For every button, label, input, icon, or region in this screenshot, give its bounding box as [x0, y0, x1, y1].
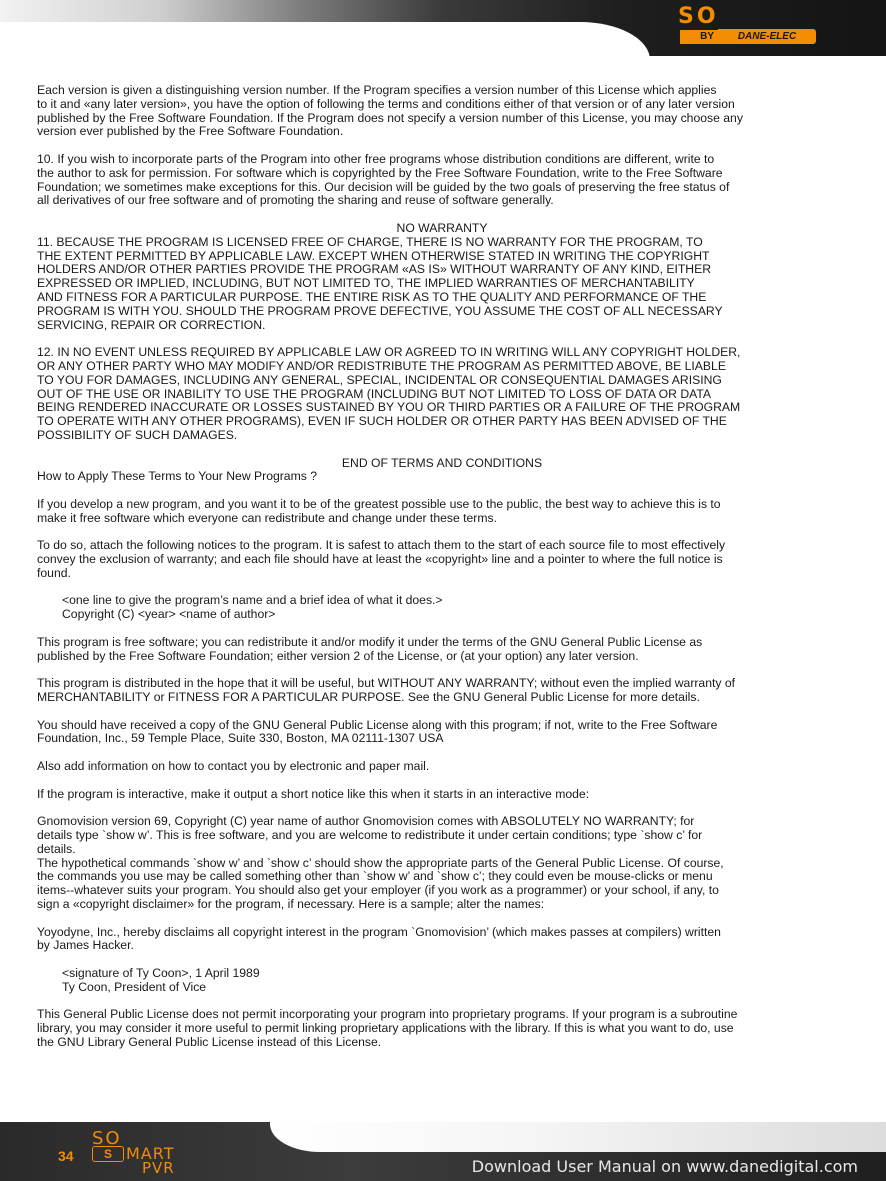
download-manual-link[interactable]: Download User Manual on www.danedigital.com — [471, 1157, 858, 1176]
paragraph-attach: To do so, attach the following notices to the program. It is safest to attach them to the start of each source file to most effectively convey the exclusion of warranty; and each file should have at least the «copyright» line and a pointer to where the full notice is found. — [37, 538, 726, 580]
paragraph-general-public: This General Public License does not permit incorporating your program into proprietary programs. If your program is a subroutine library, you may consider it more useful to permit linking proprietary applications with the library. If this is what you want to do, use the GNU Library General Public License instead of this License. — [37, 1007, 738, 1049]
footer-logo-so: SO — [92, 1128, 122, 1149]
paragraph-distributed: This program is distributed in the hope that it will be useful, but WITHOUT ANY WARRANTY; without even the implied warranty of MERCHANTABILITY or FITNESS FOR A PARTICULAR PURPOSE. See the GNU General Public License for more details. — [37, 676, 736, 705]
paragraph-10: 10. If you wish to incorporate parts of the Program into other free programs whose distribution conditions are different, write to the author to ask for permission. For software which is copyrighted by the Free Software Foundation, write to the Free Software Foundation; we sometimes make exceptions for this. Our decision will be guided by the two goals of preserving the free status of all derivatives of our free software and of promoting the sharing and reuse of software generally. — [37, 151, 730, 208]
paragraph-gnomovision: Gnomovision version 69, Copyright (C) year name of author Gnomovision comes with ABSOLUTELY NO WARRANTY; for details type `show w’. This is free software, and you are welcome to redistribute it under certain conditions; type `show c’ for details. — [37, 814, 703, 856]
logo-by: BY — [680, 30, 718, 44]
notice-template: <one line to give the program’s name and a brief idea of what it does.> Copyright (C) <year> <name of author> — [62, 593, 443, 622]
document-body — [37, 84, 847, 1064]
footer-logo-mart: MART — [126, 1144, 175, 1163]
footer-logo-pvr: PVR — [142, 1159, 175, 1177]
paragraph-12: 12. IN NO EVENT UNLESS REQUIRED BY APPLICABLE LAW OR AGREED TO IN WRITING WILL ANY COPYRIGHT HOLDER, OR ANY OTHER PARTY WHO MAY MODIFY AND/OR REDISTRIBUTE THE PROGRAM AS PERMITTED ABOVE, BE LIABLE TO YOU FOR DAMAGES, INCLUDING ANY GENERAL, SPECIAL, INCIDENTAL OR CONSEQUENTIAL DAMAGES ARISING OUT OF THE USE OR INABILITY TO USE THE PROGRAM (INCLUDING BUT NOT LIMITED TO LOSS OF DATA OR DATA BEING RENDERED INACCURATE OR LOSSES SUSTAINED BY YOU OR THIRD PARTIES OR A FAILURE OF THE PROGRAM TO OPERATE WITH ANY OTHER PROGRAMS), EVEN IF SUCH HOLDER OR OTHER PARTY HAS BEEN ADVISED OF THE POSSIBILITY OF SUCH DAMAGES. — [37, 345, 741, 442]
heading-how-to-apply: How to Apply These Terms to Your New Programs ? — [37, 469, 317, 484]
logo-so: SO — [678, 4, 719, 29]
signature-block: <signature of Ty Coon>, 1 April 1989 Ty Coon, President of Vice — [62, 966, 260, 994]
page-number: 34 — [58, 1148, 74, 1164]
heading-no-warranty: NO WARRANTY — [396, 220, 488, 235]
paragraph-free-software: This program is free software; you can redistribute it and/or modify it under the terms of the GNU General Public License as published by the Free Software Foundation; either version 2 of the License, or (at your option) any later version. — [37, 634, 703, 663]
so-smart-pvr-logo — [92, 1128, 202, 1177]
paragraph-version: Each version is given a distinguishing version number. If the Program specifies a version number of this License which applies to it and «any later version», you have the option of following the terms and conditions either of that version or of any later version published by the Free Software Foundation. If the Program does not specify a version number of this License, you may choose any version ever published by the Free Software Foundation. — [37, 83, 743, 139]
paragraph-yoyodyne: Yoyodyne, Inc., hereby disclaims all copyright interest in the program `Gnomovision’ (which makes passes at compilers) written by James Hacker. — [37, 924, 721, 953]
header-curve — [0, 22, 650, 62]
paragraph-interactive: If the program is interactive, make it output a short notice like this when it starts in an interactive mode: — [37, 786, 590, 801]
paragraph-hypothetical: The hypothetical commands `show w’ and `show c’ should show the appropriate parts of the General Public License. Of course, the commands you use may be called something other than `show w’ and `show c’; they could even be mouse-clicks or menu items--whatever suits your program. You should also get your employer (if you work as a programmer) or your school, if any, to sign a «copyright disclaimer» for the program, if necessary. Here is a sample; alter the names: — [37, 855, 724, 912]
logo-dane-elec: DANE-ELEC — [718, 29, 816, 44]
paragraph-contact: Also add information on how to contact you by electronic and paper mail. — [37, 759, 430, 774]
footer-curve — [270, 1122, 886, 1152]
heading-end-of-terms: END OF TERMS AND CONDITIONS — [341, 455, 543, 470]
footer-logo-s: S — [92, 1146, 124, 1162]
paragraph-11: 11. BECAUSE THE PROGRAM IS LICENSED FREE OF CHARGE, THERE IS NO WARRANTY FOR THE PROGRAM, TO THE EXTENT PERMITTED BY APPLICABLE LAW. EXCEPT WHEN OTHERWISE STATED IN WRITING THE COPYRIGHT HOLDERS AND/OR OTHER PARTIES PROVIDE THE PROGRAM «AS IS» WITHOUT WARRANTY OF ANY KIND, EITHER EXPRESSED OR IMPLIED, INCLUDING, BUT NOT LIMITED TO, THE IMPLIED WARRANTIES OF MERCHANTABILITY AND FITNESS FOR A PARTICULAR PURPOSE. THE ENTIRE RISK AS TO THE QUALITY AND PERFORMANCE OF THE PROGRAM IS WITH YOU. SHOULD THE PROGRAM PROVE DEFECTIVE, YOU ASSUME THE COST OF ALL NECESSARY SERVICING, REPAIR OR CORRECTION. — [37, 234, 723, 332]
paragraph-received-copy: You should have received a copy of the GNU General Public License along with this program; if not, write to the Free Software Foundation, Inc., 59 Temple Place, Suite 330, Boston, MA 02111-1307 USA — [37, 717, 718, 746]
paragraph-develop: If you develop a new program, and you want it to be of the greatest possible use to the public, the best way to achieve this is to make it free software which everyone can redistribute and change under these terms. — [37, 496, 721, 525]
